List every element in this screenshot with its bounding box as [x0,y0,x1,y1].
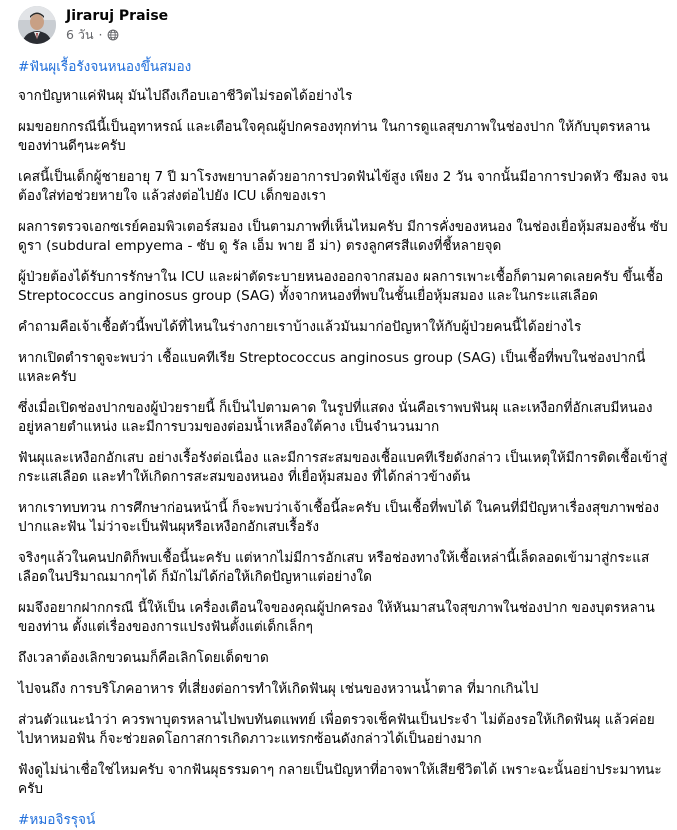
hashtag-link[interactable]: #ฟันผุเรื้อรังจนหนองขึ้นสมอง [18,59,192,75]
post-paragraph: ผมจึงอยากฝากกรณี นี้ให้เป็น เครื่องเตือนใจของคุณผู้ปกครอง ให้หันมาสนใจสุขภาพในช่องปาก ของบุตรหลานของท่าน ตั้งแต่เรื่องของการแปรงฟันตั้งแต่เด็กเล็กๆ [18,600,655,635]
post-paragraph: จริงๆแล้วในคนปกติก็พบเชื้อนี้นะครับ แต่หากไม่มีการอักเสบ หรือช่องทางให้เชื้อเหล่านี้เล็ดลอดเข้ามาสู่กระแสเลือดในปริมาณมากๆได้ ก็มักไม่ได้ก่อให้เกิดปัญหาแต่อย่างใด [18,550,650,585]
avatar-image [18,6,56,44]
post-paragraph: หากเราทบทวน การศึกษาก่อนหน้านี้ ก็จะพบว่าเจ้าเชื้อนี้ละครับ เป็นเชื้อที่พบได้ ในคนที่มีปัญหาเรื่องสุขภาพช่องปากและฟัน ไม่ว่าจะเป็นฟันผุหรือเหงือกอักเสบเรื้อรัง [18,500,660,535]
post-paragraph: เคสนี้เป็นเด็กผู้ชายอายุ 7 ปี มาโรงพยาบาลด้วยอาการปวดฟันไข้สูง เพียง 2 วัน จากนั้นมีอาการปวดหัว ซึมลง จนต้องใส่ท่อช่วยหายใจ แล้วส่งต่อไปยัง ICU เด็กของเรา [18,169,668,204]
globe-icon[interactable] [107,29,119,41]
hashtag-link[interactable]: #หมอจิรรุจน์ [18,812,96,828]
separator-dot: · [98,27,103,42]
author-name[interactable]: Jiraruj Praise [66,8,169,24]
post-paragraph: ฟังดูไม่น่าเชื่อใช่ไหมครับ จากฟันผุธรรมดาๆ กลายเป็นปัญหาที่อาจพาให้เสียชีวิตได้ เพราะฉะนั้นอย่าประมาทนะครับ [18,762,662,797]
post-paragraph: จากปัญหาแค่ฟันผุ มันไปถึงเกือบเอาชีวิตไม่รอดได้อย่างไร [18,88,353,104]
post-paragraph: หากเปิดตำราดูจะพบว่า เชื้อแบคทีเรีย Streptococcus anginosus group (SAG) เป็นเชื้อที่พบในช่องปากนี่แหละครับ [18,350,646,385]
hashtag-top-paragraph [18,58,668,77]
post-meta [66,7,168,43]
post-time[interactable]: 6 วัน [66,27,94,42]
post-paragraph: ไปจนถึง การบริโภคอาหาร ที่เสี่ยงต่อการทำให้เกิดฟันผุ เช่นของหวานน้ำตาล ที่มากเกินไป [18,681,539,697]
post-paragraph: ซึ่งเมื่อเปิดช่องปากของผู้ป่วยรายนี้ ก็เป็นไปตามคาด ในรูปที่แสดง นั่นคือเราพบฟันผุ และเหงือกที่อักเสบมีหนอง อยู่หลายตำแหน่ง และมีการบวมของต่อมน้ำเหลืองใต้คาง เป็นจำนวนมาก [18,400,653,435]
post-paragraph: ฟันผุและเหงือกอักเสบ อย่างเรื้อรังต่อเนื่อง และมีการสะสมของเชื้อแบคทีเรียดังกล่าว เป็นเหตุให้มีการติดเชื้อเข้าสู่กระแสเลือด และทำให้เกิดการสะสมของหนอง ที่เยื่อหุ้มสมอง ที่ได้กล่าวข้างต้น [18,450,668,485]
post-paragraph: ถึงเวลาต้องเลิกขวดนมก็คือเลิกโดยเด็ดขาด [18,650,269,666]
post-paragraph: ผลการตรวจเอกซเรย์คอมพิวเตอร์สมอง เป็นตามภาพที่เห็นไหมครับ มีการคั่งของหนอง ในช่องเยื่อหุ้มสมองชั้น ซับดูรา (subdural empyema - ซับ ดู รัล เอ็ม พาย อี ม่า) ตรงลูกศรสีแดงที่ชี้หลายจุด [18,219,668,254]
hashtag-bottom-paragraph [18,811,668,830]
post-paragraph: คำถามคือเจ้าเชื้อตัวนี้พบได้ที่ไหนในร่างกายเราบ้างแล้วมันมาก่อปัญหาให้กับผู้ป่วยคนนี้ได้อย่างไร [18,319,582,335]
author-avatar[interactable] [18,6,56,44]
post-subline [66,27,168,43]
post-header [18,6,168,44]
post-paragraph: ส่วนตัวแนะนำว่า ควรพาบุตรหลานไปพบทันตแพทย์ เพื่อตรวจเช็คฟันเป็นประจำ ไม่ต้องรอให้เกิดฟันผุ แล้วค่อยไปหาหมอฟัน ก็จะช่วยลดโอกาสการเกิดภาวะแทรกซ้อนดังกล่าวได้เป็นอย่างมาก [18,712,655,747]
post-paragraph: ผมขอยกกรณีนี้เป็นอุทาหรณ์ และเตือนใจคุณผู้ปกครองทุกท่าน ในการดูแลสุขภาพในช่องปาก ให้กับบุตรหลานของท่านดีๆนะครับ [18,119,650,154]
post-paragraph: ผู้ป่วยต้องได้รับการรักษาใน ICU และผ่าตัดระบายหนองออกจากสมอง ผลการเพาะเชื้อก็ตามคาดเลยครับ ขึ้นเชื้อ Streptococcus anginosus group (SAG) ทั้งจากหนองที่พบในชั้นเยื่อหุ้มสมอง และในกระแสเลือด [18,269,664,304]
post-body [18,58,668,830]
